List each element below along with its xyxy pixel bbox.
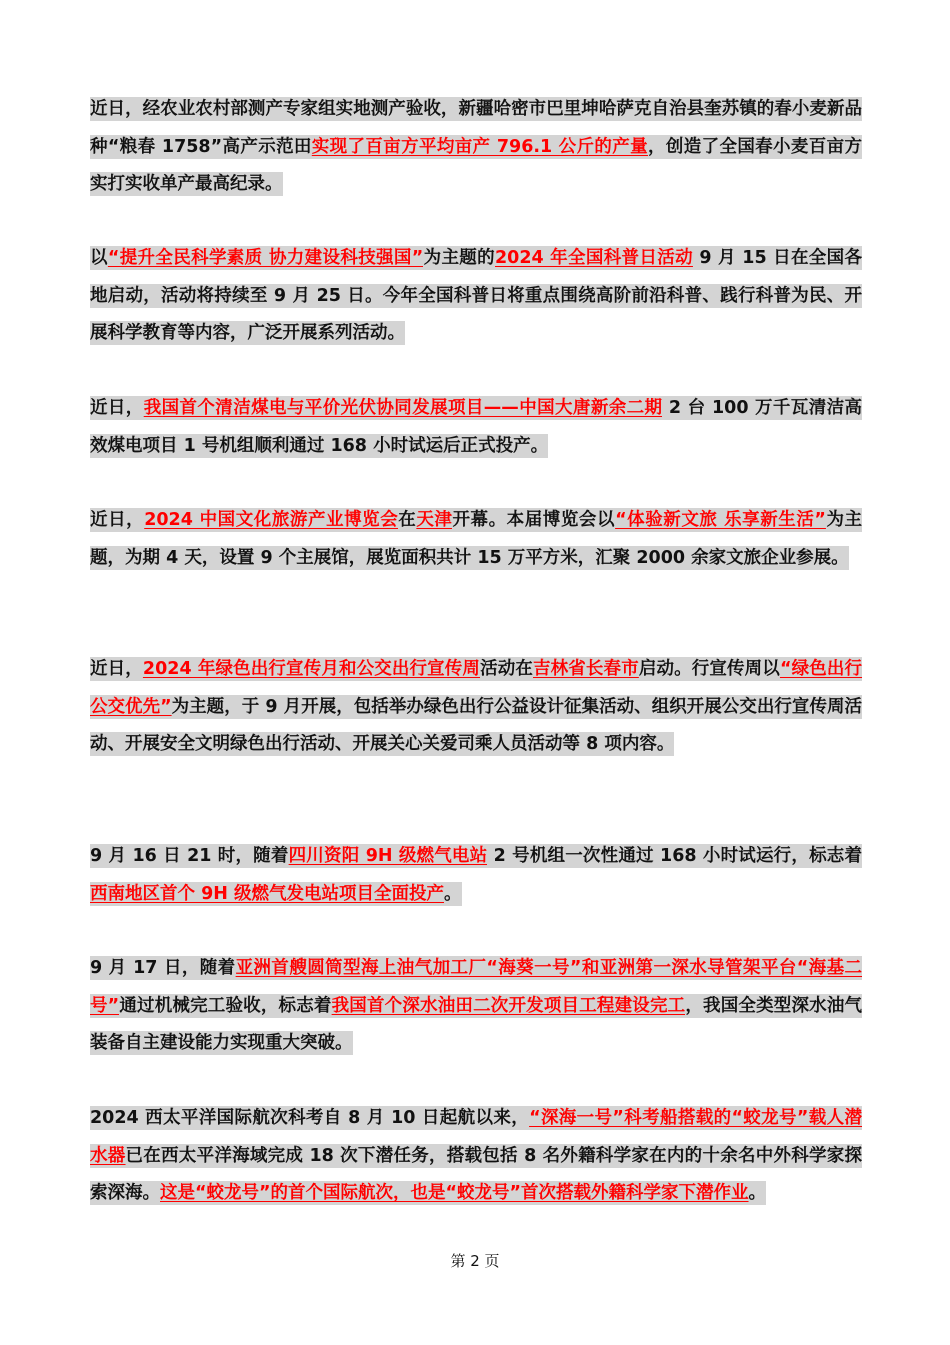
highlighted-text: 我国首个清洁煤电与平价光伏协同发展项目——中国大唐新余二期 — [143, 398, 663, 418]
highlighted-text: 2024 年绿色出行宣传月和公交出行宣传周 — [142, 659, 481, 679]
body-text: 。 — [748, 1183, 767, 1203]
body-text: 为主题的 — [423, 248, 495, 268]
news-paragraph-2 — [90, 240, 862, 353]
highlighted-text: 四川资阳 9H 级燃气电站 — [288, 846, 488, 866]
highlighted-text: 亚洲首艘圆筒型海上油气加工厂“海葵一号”和亚洲第一深水导管架平台“海基二号” — [90, 958, 862, 1016]
body-text: 活动在 — [480, 659, 533, 679]
body-text: 2 号机组一次性通过 168 小时试运行，标志着 — [487, 846, 862, 866]
highlighted-text: 2024 年全国科普日活动 — [495, 248, 693, 268]
body-text: 在 — [398, 510, 417, 530]
body-text: 近日， — [90, 659, 143, 679]
body-text: ，我国全类型深水油气装备自主建设能力实现重大突破。 — [90, 995, 862, 1053]
news-paragraph-6 — [90, 838, 862, 913]
body-text: 近日，经农业农村部测产专家组实地测产验收，新疆哈密市巴里坤哈萨克自治县奎苏镇的春小麦新品种“粮春 1758”高产示范田 — [90, 99, 862, 157]
highlighted-text: 这是“蛟龙号”的首个国际航次，也是“蛟龙号”首次搭载外籍科学家下潜作业 — [160, 1183, 749, 1203]
body-text: 2 台 100 万千瓦清洁高效煤电项目 1 号机组顺利通过 168 小时试运后正式投产。 — [90, 398, 863, 456]
highlighted-text: 吉林省长春市 — [533, 659, 639, 679]
body-text: 近日， — [90, 398, 144, 418]
body-text: 9 月 17 日，随着 — [90, 958, 236, 978]
body-text: 9 月 16 日 21 时，随着 — [90, 846, 289, 866]
body-text: ，创造了全国春小麦百亩方实打实收单产最高纪录。 — [90, 136, 862, 194]
news-paragraph-1 — [90, 91, 862, 204]
body-text: 通过机械完工验收，标志着 — [119, 995, 332, 1016]
body-text: 2024 西太平洋国际航次科考自 8 月 10 日起航以来， — [90, 1108, 530, 1128]
news-paragraph-7 — [90, 950, 862, 1063]
body-text: 为主题，于 9 月开展，包括举办绿色出行公益设计征集活动、组织开展公交出行宣传周活动、开展安全文明绿色出行活动、开展关心关爱司乘人员活动等 8 项内容。 — [90, 696, 862, 754]
highlighted-text: 实现了百亩方平均亩产 796.1 公斤的产量 — [311, 136, 648, 157]
body-text: 开幕。本届博览会以 — [452, 510, 616, 530]
highlighted-text: “提升全民科学素质 协力建设科技强国” — [107, 248, 424, 268]
highlighted-text: “深海一号”科考船搭载的“蛟龙号”载人潜水器 — [90, 1108, 862, 1166]
news-paragraph-8 — [90, 1100, 862, 1213]
body-text: 为主题，为期 4 天，设置 9 个主展馆，展览面积共计 15 万平方米，汇聚 2000 余家文旅企业参展。 — [90, 510, 863, 568]
highlighted-text: “绿色出行 公交优先” — [90, 659, 863, 717]
body-text: 以 — [90, 248, 108, 268]
highlighted-text: 天津 — [416, 510, 453, 530]
highlighted-text: “体验新文旅 乐享新生活” — [615, 510, 826, 530]
page-number: 第 2 页 — [450, 1252, 500, 1270]
news-paragraph-4 — [90, 502, 862, 577]
news-paragraph-3 — [90, 390, 862, 465]
news-paragraph-5 — [90, 651, 862, 764]
highlighted-text: 2024 中国文化旅游产业博览会 — [144, 510, 399, 530]
body-text: 。 — [444, 883, 462, 904]
highlighted-text: 西南地区首个 9H 级燃气发电站项目全面投产 — [90, 883, 445, 904]
body-text: 已在西太平洋海域完成 18 次下潜任务，搭载包括 8 名外籍科学家在内的十余名中外科学家探索深海。 — [90, 1145, 863, 1203]
highlighted-text: 我国首个深水油田二次开发项目工程建设完工 — [331, 995, 686, 1016]
body-text: 近日， — [90, 510, 145, 530]
body-text: 9 月 15 日在全国各地启动，活动将持续至 9 月 25 日。今年全国科普日将重点围绕高阶前沿科普、践行科普为民、开展科学教育等内容，广泛开展系列活动。 — [90, 248, 862, 343]
body-text: 启动。行宣传周以 — [638, 659, 780, 679]
